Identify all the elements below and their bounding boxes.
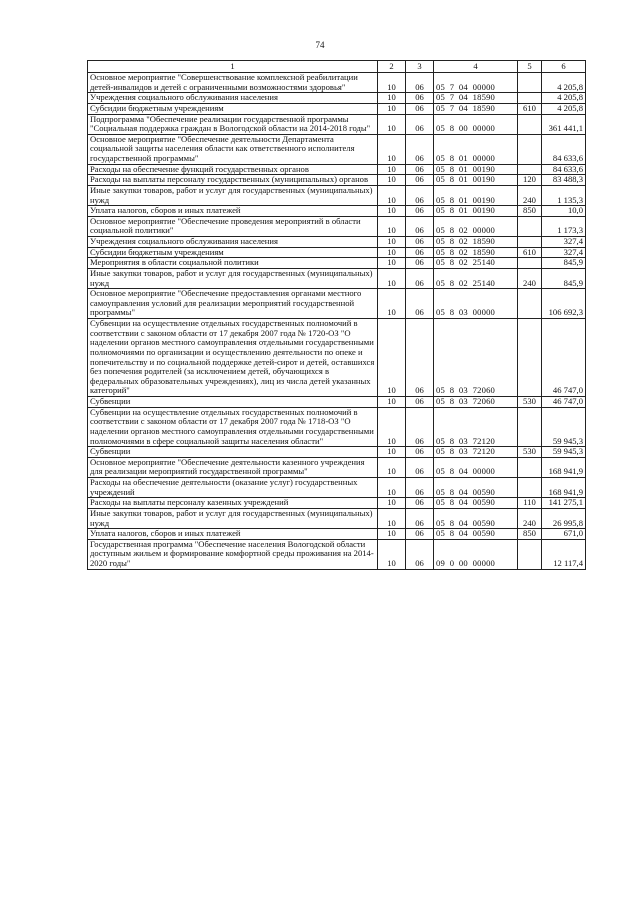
target-article-cell: 05 8 03 72060 — [434, 397, 518, 408]
amount-cell: 168 941,9 — [542, 478, 586, 498]
expense-type-cell: 240 — [518, 268, 542, 288]
amount-cell: 4 205,8 — [542, 103, 586, 114]
subsection-cell: 06 — [406, 216, 434, 236]
section-cell: 10 — [378, 397, 406, 408]
amount-cell: 26 995,8 — [542, 508, 586, 528]
subsection-cell: 06 — [406, 319, 434, 397]
section-cell: 10 — [378, 247, 406, 258]
amount-cell: 141 275,1 — [542, 498, 586, 509]
name-cell: Расходы на обеспечение функций государственных органов — [88, 164, 378, 175]
subsection-cell: 06 — [406, 237, 434, 248]
name-cell: Основное мероприятие "Обеспечение проведения мероприятий в области социальной политики" — [88, 216, 378, 236]
header-cell: 2 — [378, 61, 406, 73]
header-cell: 3 — [406, 61, 434, 73]
target-article-cell: 05 8 03 72120 — [434, 447, 518, 458]
section-cell: 10 — [378, 175, 406, 186]
table-row — [88, 539, 586, 569]
name-cell: Субвенции на осуществление отдельных государственных полномочий в соответствии с законом области от 17 декабря 2007 года № 1718-ОЗ "О наделении органов местного самоуправления отдельными государственными полномочиями в сфере социальной защиты населения области" — [88, 407, 378, 447]
section-cell: 10 — [378, 539, 406, 569]
table-row — [88, 407, 586, 447]
target-article-cell: 05 8 03 72120 — [434, 407, 518, 447]
target-article-cell: 05 8 03 72060 — [434, 319, 518, 397]
expense-type-cell — [518, 319, 542, 397]
name-cell: Расходы на обеспечение деятельности (оказание услуг) государственных учреждений — [88, 478, 378, 498]
expense-type-cell — [518, 134, 542, 164]
section-cell: 10 — [378, 289, 406, 319]
section-cell: 10 — [378, 268, 406, 288]
expense-type-cell — [518, 73, 542, 93]
section-cell: 10 — [378, 407, 406, 447]
table-row — [88, 175, 586, 186]
subsection-cell: 06 — [406, 258, 434, 269]
expense-type-cell: 120 — [518, 175, 542, 186]
subsection-cell: 06 — [406, 93, 434, 104]
amount-cell: 671,0 — [542, 529, 586, 540]
table-row — [88, 457, 586, 477]
name-cell: Расходы на выплаты персоналу государственных (муниципальных) органов — [88, 175, 378, 186]
name-cell: Уплата налогов, сборов и иных платежей — [88, 206, 378, 217]
amount-cell: 83 488,3 — [542, 175, 586, 186]
section-cell: 10 — [378, 164, 406, 175]
amount-cell: 327,4 — [542, 237, 586, 248]
name-cell: Учреждения социального обслуживания населения — [88, 237, 378, 248]
section-cell: 10 — [378, 114, 406, 134]
subsection-cell: 06 — [406, 478, 434, 498]
name-cell: Субвенции — [88, 447, 378, 458]
name-cell: Расходы на выплаты персоналу казенных учреждений — [88, 498, 378, 509]
subsection-cell: 06 — [406, 134, 434, 164]
subsection-cell: 06 — [406, 114, 434, 134]
amount-cell: 59 945,3 — [542, 407, 586, 447]
name-cell: Субвенции на осуществление отдельных государственных полномочий в соответствии с законом области от 17 декабря 2007 года № 1720-ОЗ "О наделении органов местного самоуправления отдельными государственными полномочиями по организации и осуществлению деятельности по опеке и попечительству и по социальной поддержке детей-сирот и детей, оставшихся без попечения родителей (за исключением детей, обучающихся в федеральных образовательных учреждениях), лиц из числа детей указанных категорий" — [88, 319, 378, 397]
subsection-cell: 06 — [406, 103, 434, 114]
name-cell: Основное мероприятие "Совершенствование комплексной реабилитации детей-инвалидов и детей с ограниченными возможностями здоровья" — [88, 73, 378, 93]
section-cell: 10 — [378, 103, 406, 114]
table-row — [88, 93, 586, 104]
table-body — [88, 73, 586, 570]
target-article-cell: 05 8 04 00000 — [434, 457, 518, 477]
subsection-cell: 06 — [406, 73, 434, 93]
section-cell: 10 — [378, 258, 406, 269]
section-cell: 10 — [378, 73, 406, 93]
target-article-cell: 05 8 01 00000 — [434, 134, 518, 164]
target-article-cell: 05 8 00 00000 — [434, 114, 518, 134]
table-row — [88, 216, 586, 236]
table-row — [88, 498, 586, 509]
table-row — [88, 206, 586, 217]
subsection-cell: 06 — [406, 447, 434, 458]
target-article-cell: 05 8 04 00590 — [434, 529, 518, 540]
expense-type-cell — [518, 539, 542, 569]
table-row — [88, 73, 586, 93]
table-row — [88, 447, 586, 458]
header-cell: 5 — [518, 61, 542, 73]
subsection-cell: 06 — [406, 539, 434, 569]
header-cell: 6 — [542, 61, 586, 73]
table-row — [88, 237, 586, 248]
amount-cell: 12 117,4 — [542, 539, 586, 569]
amount-cell: 4 205,8 — [542, 93, 586, 104]
name-cell: Государственная программа "Обеспечение населения Вологодской области доступным жильем и формирование комфортной среды проживания на 2014-2020 годы" — [88, 539, 378, 569]
amount-cell: 106 692,3 — [542, 289, 586, 319]
name-cell: Уплата налогов, сборов и иных платежей — [88, 529, 378, 540]
expense-type-cell — [518, 457, 542, 477]
expense-type-cell: 530 — [518, 397, 542, 408]
section-cell: 10 — [378, 529, 406, 540]
name-cell: Основное мероприятие "Обеспечение предоставления органами местного самоуправления условий для реализации мероприятий государственной программы" — [88, 289, 378, 319]
subsection-cell: 06 — [406, 397, 434, 408]
table-row — [88, 164, 586, 175]
name-cell: Субсидии бюджетным учреждениям — [88, 103, 378, 114]
subsection-cell: 06 — [406, 206, 434, 217]
section-cell: 10 — [378, 508, 406, 528]
expense-type-cell: 240 — [518, 185, 542, 205]
expense-type-cell: 850 — [518, 529, 542, 540]
amount-cell: 845,9 — [542, 268, 586, 288]
table-row — [88, 258, 586, 269]
amount-cell: 59 945,3 — [542, 447, 586, 458]
target-article-cell: 05 7 04 18590 — [434, 103, 518, 114]
expense-type-cell — [518, 258, 542, 269]
table-row — [88, 185, 586, 205]
amount-cell: 1 173,3 — [542, 216, 586, 236]
expense-type-cell — [518, 289, 542, 319]
amount-cell: 10,0 — [542, 206, 586, 217]
section-cell: 10 — [378, 457, 406, 477]
target-article-cell: 05 7 04 00000 — [434, 73, 518, 93]
name-cell: Субсидии бюджетным учреждениям — [88, 247, 378, 258]
table-row — [88, 103, 586, 114]
amount-cell: 84 633,6 — [542, 164, 586, 175]
expense-type-cell: 530 — [518, 447, 542, 458]
table-row — [88, 508, 586, 528]
target-article-cell: 05 8 04 00590 — [434, 498, 518, 509]
amount-cell: 361 441,1 — [542, 114, 586, 134]
target-article-cell: 05 8 02 00000 — [434, 216, 518, 236]
expense-type-cell — [518, 93, 542, 104]
amount-cell: 46 747,0 — [542, 319, 586, 397]
section-cell: 10 — [378, 498, 406, 509]
target-article-cell: 05 8 04 00590 — [434, 478, 518, 498]
header-cell: 1 — [88, 61, 378, 73]
expense-type-cell: 110 — [518, 498, 542, 509]
target-article-cell: 05 7 04 18590 — [434, 93, 518, 104]
budget-table — [87, 60, 586, 570]
section-cell: 10 — [378, 206, 406, 217]
table-row — [88, 268, 586, 288]
subsection-cell: 06 — [406, 529, 434, 540]
table-row — [88, 134, 586, 164]
target-article-cell: 05 8 02 18590 — [434, 247, 518, 258]
target-article-cell: 05 8 02 25140 — [434, 268, 518, 288]
name-cell: Мероприятия в области социальной политики — [88, 258, 378, 269]
amount-cell: 4 205,8 — [542, 73, 586, 93]
amount-cell: 845,9 — [542, 258, 586, 269]
page-number: 74 — [315, 40, 325, 50]
subsection-cell: 06 — [406, 247, 434, 258]
table-row — [88, 478, 586, 498]
subsection-cell: 06 — [406, 268, 434, 288]
target-article-cell: 05 8 01 00190 — [434, 164, 518, 175]
name-cell: Иные закупки товаров, работ и услуг для государственных (муниципальных) нужд — [88, 268, 378, 288]
table-row — [88, 114, 586, 134]
table-row — [88, 247, 586, 258]
section-cell: 10 — [378, 93, 406, 104]
section-cell: 10 — [378, 216, 406, 236]
name-cell: Учреждения социального обслуживания населения — [88, 93, 378, 104]
subsection-cell: 06 — [406, 457, 434, 477]
target-article-cell: 05 8 02 25140 — [434, 258, 518, 269]
expense-type-cell: 610 — [518, 247, 542, 258]
table-row — [88, 529, 586, 540]
expense-type-cell — [518, 478, 542, 498]
subsection-cell: 06 — [406, 498, 434, 509]
section-cell: 10 — [378, 237, 406, 248]
section-cell: 10 — [378, 447, 406, 458]
expense-type-cell — [518, 237, 542, 248]
expense-type-cell — [518, 407, 542, 447]
amount-cell: 46 747,0 — [542, 397, 586, 408]
amount-cell: 168 941,9 — [542, 457, 586, 477]
amount-cell: 327,4 — [542, 247, 586, 258]
table-row — [88, 319, 586, 397]
section-cell: 10 — [378, 478, 406, 498]
target-article-cell: 05 8 01 00190 — [434, 185, 518, 205]
section-cell: 10 — [378, 134, 406, 164]
expense-type-cell: 240 — [518, 508, 542, 528]
section-cell: 10 — [378, 185, 406, 205]
name-cell: Иные закупки товаров, работ и услуг для государственных (муниципальных) нужд — [88, 185, 378, 205]
amount-cell: 84 633,6 — [542, 134, 586, 164]
expense-type-cell — [518, 216, 542, 236]
name-cell: Иные закупки товаров, работ и услуг для государственных (муниципальных) нужд — [88, 508, 378, 528]
target-article-cell: 05 8 02 18590 — [434, 237, 518, 248]
subsection-cell: 06 — [406, 508, 434, 528]
amount-cell: 1 135,3 — [542, 185, 586, 205]
target-article-cell: 05 8 03 00000 — [434, 289, 518, 319]
subsection-cell: 06 — [406, 289, 434, 319]
target-article-cell: 05 8 04 00590 — [434, 508, 518, 528]
header-row — [88, 61, 586, 73]
expense-type-cell — [518, 114, 542, 134]
expense-type-cell: 850 — [518, 206, 542, 217]
name-cell: Подпрограмма "Обеспечение реализации государственной программы "Социальная поддержка граждан в Вологодской области на 2014-2018 годы" — [88, 114, 378, 134]
expense-type-cell: 610 — [518, 103, 542, 114]
table-row — [88, 289, 586, 319]
subsection-cell: 06 — [406, 185, 434, 205]
subsection-cell: 06 — [406, 407, 434, 447]
table-row — [88, 397, 586, 408]
target-article-cell: 05 8 01 00190 — [434, 206, 518, 217]
header-cell: 4 — [434, 61, 518, 73]
expense-type-cell — [518, 164, 542, 175]
name-cell: Основное мероприятие "Обеспечение деятельности Департамента социальной защиты населения области как ответственного исполнителя государственной программы" — [88, 134, 378, 164]
target-article-cell: 09 0 00 00000 — [434, 539, 518, 569]
subsection-cell: 06 — [406, 175, 434, 186]
target-article-cell: 05 8 01 00190 — [434, 175, 518, 186]
section-cell: 10 — [378, 319, 406, 397]
name-cell: Основное мероприятие "Обеспечение деятельности казенного учреждения для реализации мероприятий государственной программы" — [88, 457, 378, 477]
name-cell: Субвенции — [88, 397, 378, 408]
subsection-cell: 06 — [406, 164, 434, 175]
